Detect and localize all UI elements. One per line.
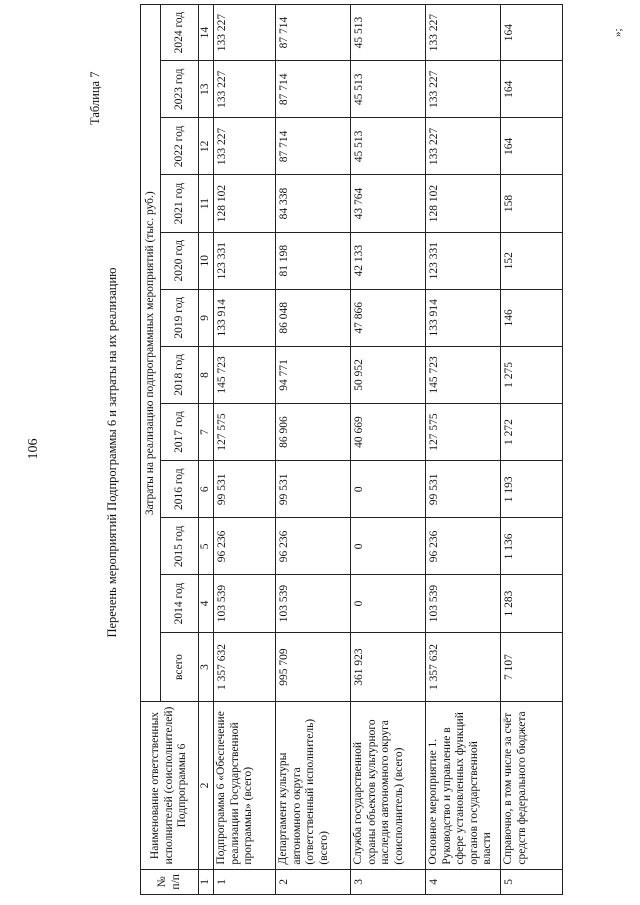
column-number: 12: [199, 118, 214, 175]
header-year: 2018 год: [161, 346, 199, 403]
column-number: 4: [199, 575, 214, 632]
column-number: 7: [199, 404, 214, 461]
header-num: № п/п: [141, 869, 199, 894]
header-year: 2015 год: [161, 518, 199, 575]
row-number: 1: [214, 869, 276, 894]
row-total: 361 923: [351, 632, 426, 702]
row-value: 128 102: [214, 175, 276, 232]
row-value: 133 227: [426, 118, 501, 175]
row-value: 133 227: [214, 118, 276, 175]
row-value: 133 227: [214, 5, 276, 61]
table-row: [501, 5, 563, 895]
row-value: 81 198: [276, 232, 351, 289]
row-name: Подпрограмма 6 «Обеспечение реализации Государственной программы» (всего): [214, 702, 276, 869]
table-row: [276, 5, 351, 895]
row-value: 128 102: [426, 175, 501, 232]
expenditure-table: [140, 4, 563, 895]
row-value: 164: [501, 61, 563, 118]
row-total: 7 107: [501, 632, 563, 702]
row-value: 99 531: [214, 461, 276, 518]
table-row: [351, 5, 426, 895]
column-number: 13: [199, 61, 214, 118]
row-value: 40 669: [351, 404, 426, 461]
column-number: 11: [199, 175, 214, 232]
closing-quote-mark: »;: [612, 28, 624, 37]
header-year: 2024 год: [161, 5, 199, 61]
row-value: 133 227: [426, 5, 501, 61]
row-value: 103 539: [214, 575, 276, 632]
header-year: 2019 год: [161, 289, 199, 346]
row-name: Справочно, в том числе за счёт средств федерального бюджета: [501, 702, 563, 869]
row-value: 1 275: [501, 346, 563, 403]
row-value: 87 714: [276, 118, 351, 175]
row-number: 3: [351, 869, 426, 894]
row-value: 133 914: [214, 289, 276, 346]
row-value: 87 714: [276, 5, 351, 61]
row-number: 4: [426, 869, 501, 894]
header-total: всего: [161, 632, 199, 702]
header-year: 2023 год: [161, 61, 199, 118]
row-value: 127 575: [214, 404, 276, 461]
row-value: 127 575: [426, 404, 501, 461]
header-name: Наименование ответственных исполнителей (соисполнителей) Подпрограммы 6: [141, 702, 199, 869]
row-value: 42 133: [351, 232, 426, 289]
row-value: 123 331: [426, 232, 501, 289]
row-value: 1 283: [501, 575, 563, 632]
row-value: 45 513: [351, 118, 426, 175]
row-value: 0: [351, 461, 426, 518]
row-value: 99 531: [276, 461, 351, 518]
row-value: 158: [501, 175, 563, 232]
row-name: Департамент культуры автономного округа (ответственный исполнитель) (всего): [276, 702, 351, 869]
row-number: 5: [501, 869, 563, 894]
row-total: 1 357 632: [426, 632, 501, 702]
row-value: 86 048: [276, 289, 351, 346]
row-value: 1 272: [501, 404, 563, 461]
row-total: 1 357 632: [214, 632, 276, 702]
row-name: Служба государственной охраны объектов культурного наследия автономного округа (соисполнитель) (всего): [351, 702, 426, 869]
row-value: 96 236: [276, 518, 351, 575]
row-value: 45 513: [351, 61, 426, 118]
header-year: 2020 год: [161, 232, 199, 289]
column-number: 2: [199, 702, 214, 869]
table-title: Перечень мероприятий Подпрограммы 6 и затраты на их реализацию: [105, 267, 119, 638]
row-value: 152: [501, 232, 563, 289]
row-value: 84 338: [276, 175, 351, 232]
page-number: 106: [26, 438, 41, 460]
row-name: Основное мероприятие 1. Руководство и управление в сфере установленных функций органов государственной власти: [426, 702, 501, 869]
row-number: 2: [276, 869, 351, 894]
row-value: 1 193: [501, 461, 563, 518]
row-value: 50 952: [351, 346, 426, 403]
row-value: 0: [351, 518, 426, 575]
column-number: 10: [199, 232, 214, 289]
row-value: 47 866: [351, 289, 426, 346]
row-value: 86 906: [276, 404, 351, 461]
row-value: 133 914: [426, 289, 501, 346]
column-number: 5: [199, 518, 214, 575]
header-year: 2021 год: [161, 175, 199, 232]
row-value: 103 539: [426, 575, 501, 632]
row-value: 133 227: [426, 61, 501, 118]
row-value: 45 513: [351, 5, 426, 61]
column-number: 6: [199, 461, 214, 518]
column-number: 9: [199, 289, 214, 346]
header-year: 2022 год: [161, 118, 199, 175]
row-value: 87 714: [276, 61, 351, 118]
header-costs: Затраты на реализацию подпрограммных мероприятий (тыс. руб.): [141, 5, 161, 702]
row-total: 995 709: [276, 632, 351, 702]
row-value: 1 136: [501, 518, 563, 575]
row-value: 133 227: [214, 61, 276, 118]
row-value: 0: [351, 575, 426, 632]
row-value: 164: [501, 118, 563, 175]
row-value: 164: [501, 5, 563, 61]
row-value: 99 531: [426, 461, 501, 518]
column-number: 8: [199, 346, 214, 403]
header-year: 2016 год: [161, 461, 199, 518]
column-number: 1: [199, 869, 214, 894]
row-value: 96 236: [214, 518, 276, 575]
table-row: [426, 5, 501, 895]
row-value: 123 331: [214, 232, 276, 289]
column-number: 14: [199, 5, 214, 61]
row-value: 43 764: [351, 175, 426, 232]
header-year: 2017 год: [161, 404, 199, 461]
table-label: Таблица 7: [88, 71, 102, 125]
header-year: 2014 год: [161, 575, 199, 632]
row-value: 94 771: [276, 346, 351, 403]
header-row-1: [141, 5, 161, 895]
row-value: 103 539: [276, 575, 351, 632]
table-row: [214, 5, 276, 895]
row-value: 96 236: [426, 518, 501, 575]
column-number: 3: [199, 632, 214, 702]
row-value: 145 723: [214, 346, 276, 403]
row-value: 145 723: [426, 346, 501, 403]
column-numbering-row: [199, 5, 214, 895]
row-value: 146: [501, 289, 563, 346]
